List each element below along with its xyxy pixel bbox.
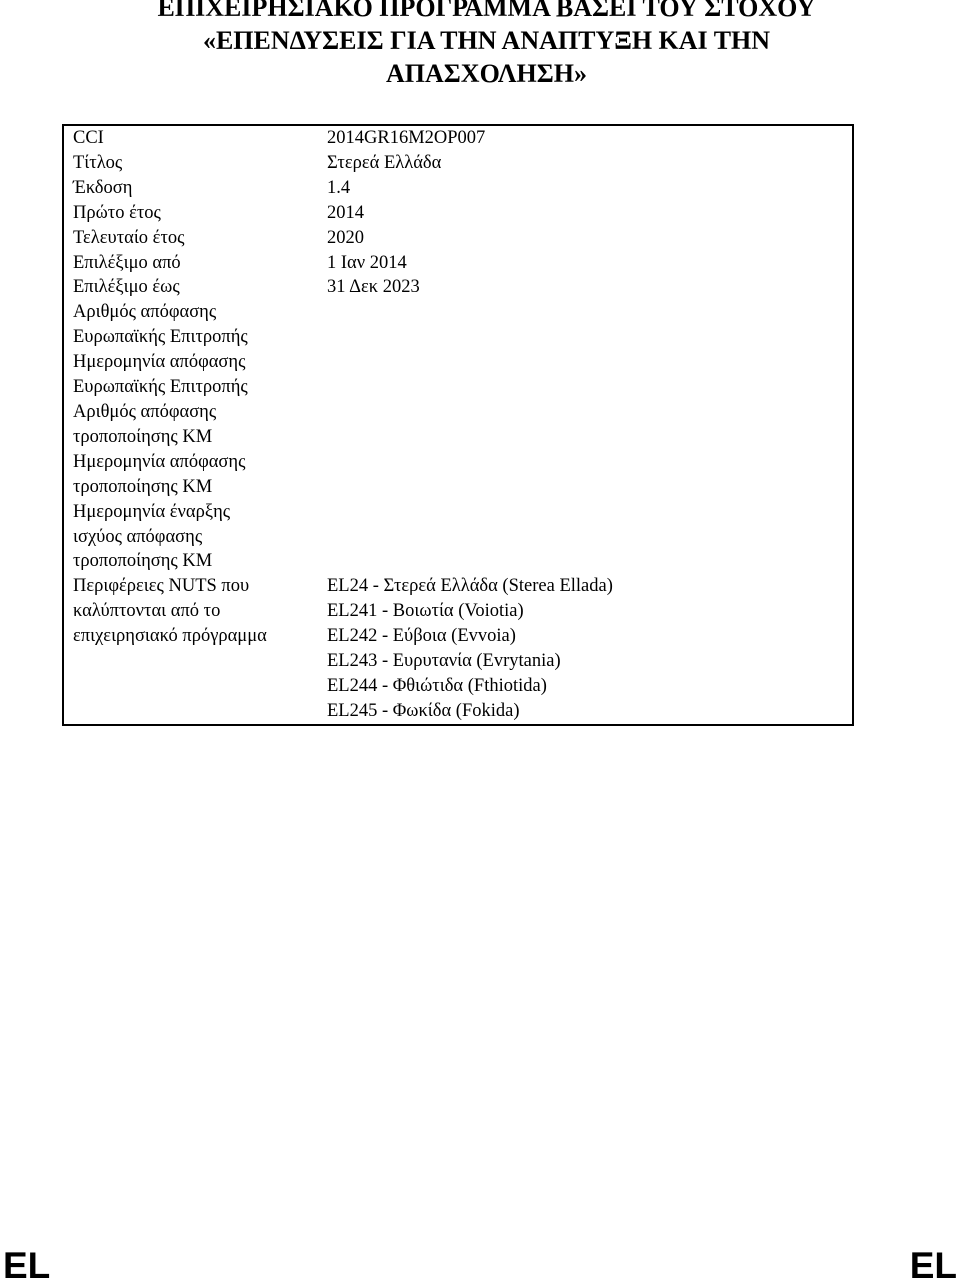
row-label: CCI	[73, 128, 104, 148]
row-label: Ημερομηνία απόφασης τροποποίησης ΚΜ	[73, 451, 246, 497]
row-value	[327, 400, 853, 450]
programme-info-table	[62, 124, 854, 726]
table-row-ec-decision-number	[63, 300, 853, 350]
row-label: Επιλέξιμο έως	[73, 277, 180, 298]
table-row-eligible-until	[63, 275, 853, 300]
title-line: ΕΠΙΧΕΙΡΗΣΙΑΚΟ ΠΡΟΓΡΑΜΜΑ ΒΑΣΕΙ ΤΟΥ ΣΤΟΧΟΥ	[157, 0, 816, 22]
row-value: 1.4	[327, 177, 351, 198]
nuts-region: EL244 - Φθιώτιδα (Fthiotida)	[327, 675, 547, 696]
row-value	[327, 350, 853, 400]
table-row-first-year	[63, 201, 853, 226]
row-value: 2014	[327, 202, 364, 223]
table-row-last-year	[63, 226, 853, 251]
table-row-cci	[63, 125, 853, 151]
row-value: 1 Ιαν 2014	[327, 252, 407, 273]
row-label: Έκδοση	[73, 177, 133, 198]
row-label: Αριθμός απόφασης Ευρωπαϊκής Επιτροπής	[73, 302, 248, 348]
row-label: Τίτλος	[73, 152, 123, 173]
row-label: Πρώτο έτος	[73, 202, 161, 223]
row-value	[327, 500, 853, 575]
row-value	[327, 300, 853, 350]
footer-language-code-left: EL	[3, 1245, 51, 1286]
row-label: Ημερομηνία απόφασης Ευρωπαϊκής Επιτροπής	[73, 352, 248, 398]
nuts-region-list	[327, 574, 853, 724]
nuts-region: EL245 - Φωκίδα (Fokida)	[327, 700, 520, 721]
row-value: Στερεά Ελλάδα	[327, 152, 442, 173]
row-value: 2014GR16M2OP007	[327, 128, 486, 148]
nuts-region: EL241 - Βοιωτία (Voiotia)	[327, 601, 524, 622]
row-label: Επιλέξιμο από	[73, 252, 181, 273]
table-row-ms-amending-decision-date	[63, 450, 853, 500]
title-line: ΑΠΑΣΧΟΛΗΣΗ»	[386, 59, 587, 88]
nuts-region: EL242 - Εύβοια (Evvoia)	[327, 626, 516, 647]
row-label: Περιφέρειες NUTS που καλύπτονται από το επιχειρησιακό πρόγραμμα	[73, 576, 267, 647]
document-title	[60, 0, 913, 90]
row-value: 31 Δεκ 2023	[327, 277, 420, 298]
nuts-region: EL243 - Ευρυτανία (Evrytania)	[327, 651, 561, 672]
footer-language-code-right: EL	[909, 1245, 957, 1286]
row-label: Ημερομηνία έναρξης ισχύος απόφασης τροποποίησης ΚΜ	[73, 501, 231, 572]
table-row-ms-amending-decision-entry-date	[63, 500, 853, 575]
table-row-eligible-from	[63, 251, 853, 276]
table-row-ec-decision-date	[63, 350, 853, 400]
table-row-version	[63, 176, 853, 201]
table-row-ms-amending-decision-number	[63, 400, 853, 450]
row-label: Τελευταίο έτος	[73, 227, 185, 248]
table-row-nuts-regions	[63, 574, 853, 724]
table-row-title	[63, 151, 853, 176]
row-label: Αριθμός απόφασης τροποποίησης ΚΜ	[73, 401, 217, 447]
row-value: 2020	[327, 227, 364, 248]
title-line: «ΕΠΕΝΔΥΣΕΙΣ ΓΙΑ ΤΗΝ ΑΝΑΠΤΥΞΗ ΚΑΙ ΤΗΝ	[202, 26, 771, 55]
nuts-region: EL24 - Στερεά Ελλάδα (Sterea Ellada)	[327, 576, 613, 597]
row-value	[327, 450, 853, 500]
